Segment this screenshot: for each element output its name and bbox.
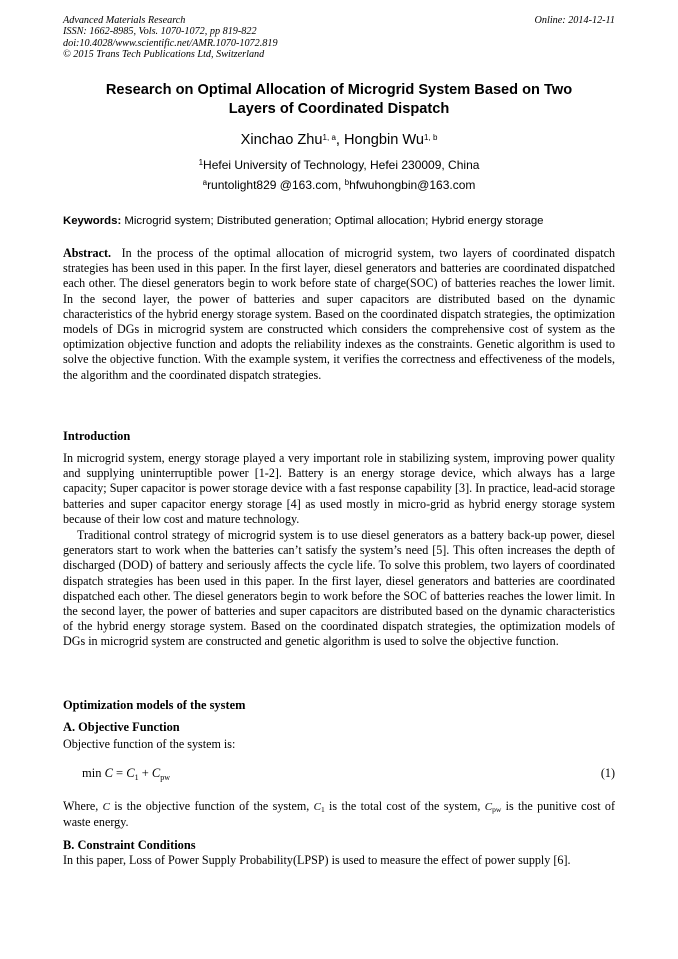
objective-function-subheading: A. Objective Function xyxy=(63,720,180,734)
email-a-marker: a xyxy=(202,178,208,187)
affiliation-text: Hefei University of Technology, Hefei 230009, China xyxy=(203,158,480,172)
eq-term-2: C xyxy=(151,766,161,780)
eq-term-1: C xyxy=(126,766,135,780)
title-line-1: Research on Optimal Allocation of Microgrid System Based on Two xyxy=(105,82,573,98)
eq-term-1-sub: 1 xyxy=(134,773,139,782)
title-line-2: Layers of Coordinated Dispatch xyxy=(228,101,450,117)
introduction-paragraph-2: Traditional control strategy of microgrid system is to use diesel generators as a battery back-up power, diesel generators start to work when the batteries can’t satisfy the system’s need [5]. This often increases the depth of discharged (DOD) of battery and seriously affects the cycle life. To solve this problem, two layers of coordinated dispatch strategies has been used in this paper. In the first layer, diesel generators and batteries are coordinated dispatched each other. The diesel generators begin to work before the SOC of batteries reaches the lower limit. In the second layer, the power of batteries and super capacitors are distributed based on the dynamic characteristics of the hybrid energy storage system. Based on the coordinated dispatch strategies, the optimization models of DGs in microgrid system are constructed and genetic algorithm is used to solve the objective function. xyxy=(63,528,615,649)
where-text-2: is the objective function of the system, xyxy=(109,799,314,813)
where-var-3-sub: pw xyxy=(492,805,502,814)
equation-1 xyxy=(82,765,170,781)
author-1-affil: 1, a xyxy=(322,133,336,142)
introduction-paragraph-1: In microgrid system, energy storage played a very important role in stabilizing system, improving power quality and supplying uninterruptible power [1-2]. Battery is an energy storage device, which always has a large capacity; Super capacitor is power storage device with a fast response capability [3]. In practice, lead-acid storage batteries and super capacitor energy storage [4] as used mostly in micro-grid as hybrid energy storage system because of their low cost and mature technology. xyxy=(63,451,615,526)
email-b-marker: b xyxy=(344,178,350,187)
objective-intro: Objective function of the system is: xyxy=(63,737,236,751)
constraint-paragraph: In this paper, Loss of Power Supply Probability(LPSP) is used to measure the effect of power supply [6]. xyxy=(63,853,571,867)
author-1: Xinchao Zhu xyxy=(240,132,323,148)
author-2-affil: 1, b xyxy=(424,133,438,142)
affiliation-marker: 1 xyxy=(198,158,204,167)
eq-plus: + xyxy=(138,766,152,780)
journal-header xyxy=(63,15,615,61)
keywords-text: Microgrid system; Distributed generation; Optimal allocation; Hybrid energy storage xyxy=(121,215,544,227)
email-b: hfwuhongbin@163.com xyxy=(349,178,476,192)
where-var-1: C xyxy=(102,801,110,813)
email-a: runtolight829 @163.com, xyxy=(207,178,345,192)
abstract-text: In the process of the optimal allocation of microgrid system, two layers of coordinated dispatch strategies has been used in this paper. In the first layer, diesel generators and batteries are coordinated dispatched each other. The diesel generators begin to work before state of charge(SOC) of batteries reaches the lower limit. In the second layer, the power of batteries and super capacitors are distributed based on the dynamic characteristics of the hybrid energy storage system. Based on the coordinated dispatch strategies, the optimization models of DGs in microgrid system are constructed which considers the comprehensive cost of system as the optimization objective function and adopts the reliability indexes as the constraints. Genetic algorithm is used to solve the objective function. With the example system, it verifies the correctness and effectiveness of the models, the algorithm and the coordinated dispatch strategies. xyxy=(63,246,619,382)
author-emails xyxy=(63,177,615,193)
equation-explanation xyxy=(63,799,615,830)
eq-min: min xyxy=(82,766,105,780)
issn-line: ISSN: 1662-8985, Vols. 1070-1072, pp 819-822 xyxy=(63,26,257,38)
abstract xyxy=(63,246,619,383)
where-var-2: C xyxy=(313,801,321,813)
equation-number: (1) xyxy=(600,766,615,780)
author-list xyxy=(63,131,615,149)
eq-equals: = xyxy=(112,766,127,780)
paper-title xyxy=(63,81,615,119)
where-text-4: is the punitive cost of waste energy. xyxy=(63,799,615,830)
eq-term-2-sub: pw xyxy=(160,773,171,782)
online-date: Online: 2014-12-11 xyxy=(534,15,615,26)
copyright-line: © 2015 Trans Tech Publications Ltd, Switzerland xyxy=(63,49,265,61)
keywords xyxy=(63,213,615,229)
journal-name: Advanced Materials Research xyxy=(63,15,186,26)
doi-line: doi:10.4028/www.scientific.net/AMR.1070-1072.819 xyxy=(63,37,278,49)
where-text-1: Where, xyxy=(63,799,103,813)
abstract-label: Abstract. xyxy=(63,246,112,260)
introduction-heading: Introduction xyxy=(63,429,131,443)
author-2: Hongbin Wu xyxy=(344,132,425,148)
where-text-3: is the total cost of the system, xyxy=(324,799,485,813)
eq-lhs: C xyxy=(104,766,113,780)
author-separator: , xyxy=(335,132,344,148)
keywords-label: Keywords: xyxy=(63,215,122,227)
constraint-subheading: B. Constraint Conditions xyxy=(63,838,196,852)
where-var-2-sub: 1 xyxy=(320,805,325,814)
affiliation xyxy=(63,157,615,173)
optimization-heading: Optimization models of the system xyxy=(63,698,246,712)
where-var-3: C xyxy=(484,801,493,813)
